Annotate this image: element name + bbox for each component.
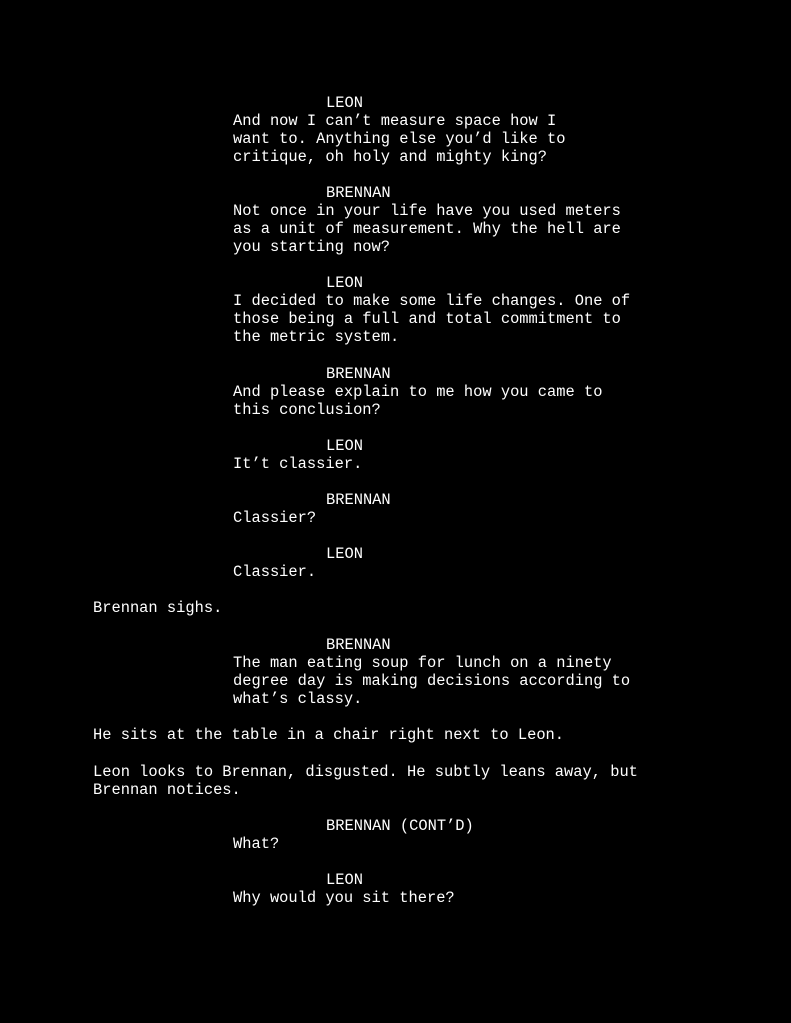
action-line: He sits at the table in a chair right next to Leon. — [93, 726, 565, 744]
dialogue-line: the metric system. — [233, 328, 400, 346]
dialogue-line: critique, oh holy and mighty king? — [233, 148, 548, 166]
character-cue: LEON — [326, 274, 363, 292]
character-cue: LEON — [326, 94, 363, 112]
action-line: Brennan sighs. — [93, 599, 223, 617]
character-cue: LEON — [326, 545, 363, 563]
dialogue-line: And please explain to me how you came to — [233, 383, 603, 401]
dialogue-line: The man eating soup for lunch on a ninety — [233, 654, 612, 672]
dialogue-line: you starting now? — [233, 238, 391, 256]
dialogue-line: Classier? — [233, 509, 317, 527]
dialogue-line: Classier. — [233, 563, 317, 581]
character-cue: BRENNAN — [326, 365, 391, 383]
dialogue-line: What? — [233, 835, 280, 853]
action-line: Brennan notices. — [93, 781, 241, 799]
action-line: Leon looks to Brennan, disgusted. He subtly leans away, but — [93, 763, 638, 781]
dialogue-line: degree day is making decisions according to — [233, 672, 631, 690]
character-cue: BRENNAN — [326, 636, 391, 654]
dialogue-line: want to. Anything else you’d like to — [233, 130, 566, 148]
dialogue-line: And now I can’t measure space how I — [233, 112, 557, 130]
dialogue-line: I decided to make some life changes. One of — [233, 292, 631, 310]
dialogue-line: those being a full and total commitment to — [233, 310, 621, 328]
character-cue: BRENNAN (CONT’D) — [326, 817, 474, 835]
dialogue-line: Why would you sit there? — [233, 889, 455, 907]
character-cue: LEON — [326, 437, 363, 455]
character-cue: LEON — [326, 871, 363, 889]
dialogue-line: It’t classier. — [233, 455, 363, 473]
character-cue: BRENNAN — [326, 491, 391, 509]
dialogue-line: what’s classy. — [233, 690, 363, 708]
dialogue-line: as a unit of measurement. Why the hell are — [233, 220, 621, 238]
character-cue: BRENNAN — [326, 184, 391, 202]
dialogue-line: this conclusion? — [233, 401, 381, 419]
dialogue-line: Not once in your life have you used meters — [233, 202, 621, 220]
